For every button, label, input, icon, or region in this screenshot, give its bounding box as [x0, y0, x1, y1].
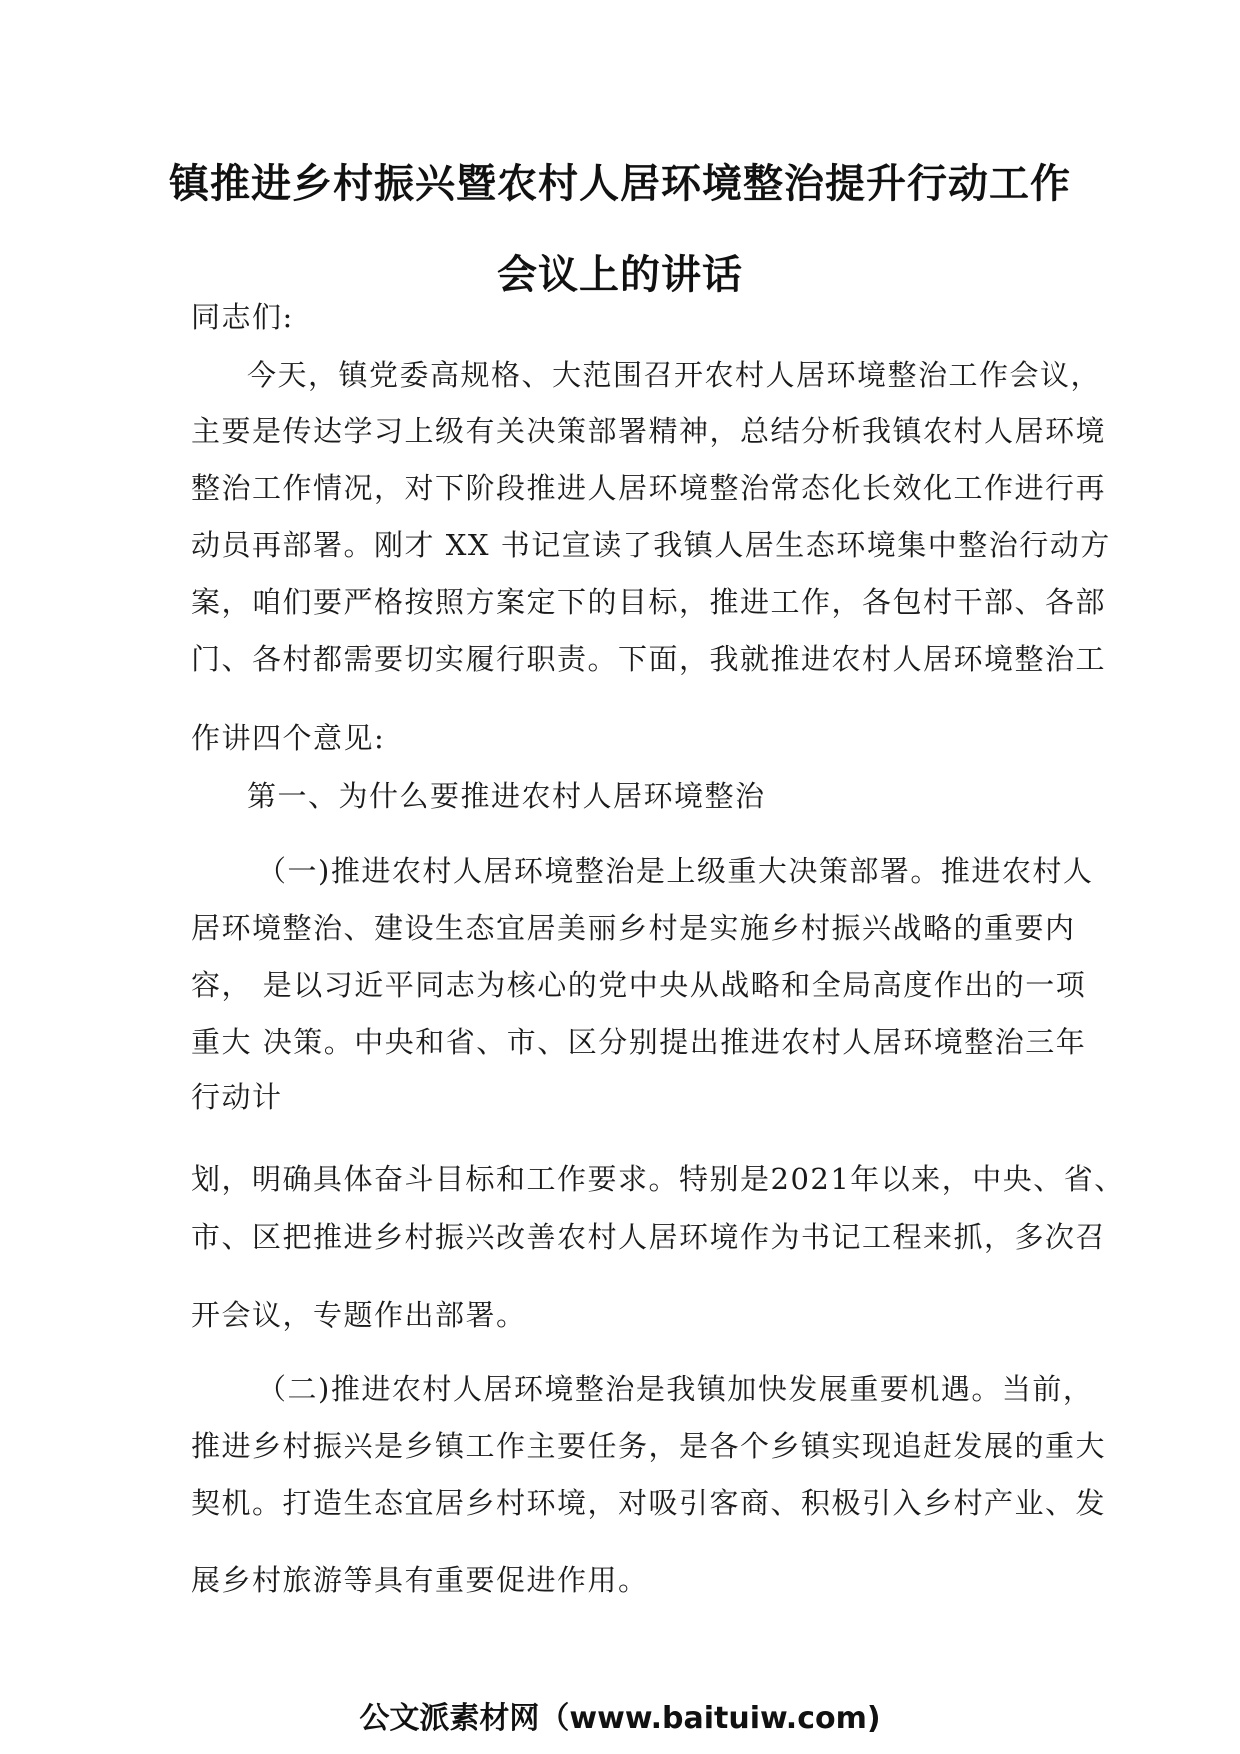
paragraph-line: 案，咱们要严格按照方案定下的目标，推进工作，各包村干部、各部 — [191, 585, 1107, 619]
footer-watermark: 公文派素材网（www.baituiw.com) — [359, 1701, 881, 1736]
document-title-line-2: 会议上的讲话 — [497, 252, 743, 298]
paragraph-line: （二)推进农村人居环境整治是我镇加快发展重要机遇。当前， — [257, 1372, 1094, 1406]
paragraph-line: 推进乡村振兴是乡镇工作主要任务，是各个乡镇实现追赶发展的重大 — [191, 1429, 1107, 1463]
paragraph-line: 作讲四个意见: — [191, 721, 386, 755]
paragraph-line: 市、区把推进乡村振兴改善农村人居环境作为书记工程来抓，多次召 — [191, 1220, 1107, 1254]
salutation: 同志们: — [191, 300, 294, 334]
paragraph-line: 展乡村旅游等具有重要促进作用。 — [191, 1563, 649, 1597]
paragraph-line: 行动计 — [191, 1080, 283, 1114]
paragraph-line: 容， 是以习近平同志为核心的党中央从战略和全局高度作出的一项 — [191, 968, 1087, 1002]
document-title-line-1: 镇推进乡村振兴暨农村人居环境整治提升行动工作 — [169, 161, 1071, 207]
paragraph-line: 整治工作情况，对下阶段推进人居环境整治常态化长效化工作进行再 — [191, 471, 1107, 505]
paragraph-line: 今天，镇党委高规格、大范围召开农村人居环境整治工作会议， — [247, 358, 1102, 392]
section-heading: 第一、为什么要推进农村人居环境整治 — [247, 779, 766, 813]
paragraph-line: 动员再部署。刚才 XX 书记宣读了我镇人居生态环境集中整治行动方 — [191, 528, 1111, 562]
paragraph-line: 重大 决策。中央和省、市、区分别提出推进农村人居环境整治三年 — [191, 1025, 1087, 1059]
paragraph-line: 门、各村都需要切实履行职责。下面，我就推进农村人居环境整治工 — [191, 642, 1107, 676]
paragraph-line: 开会议，专题作出部署。 — [191, 1298, 527, 1332]
paragraph-line: （一)推进农村人居环境整治是上级重大决策部署。推进农村人 — [257, 854, 1094, 888]
paragraph-line: 主要是传达学习上级有关决策部署精神，总结分析我镇农村人居环境 — [191, 414, 1107, 448]
paragraph-line: 居环境整治、建设生态宜居美丽乡村是实施乡村振兴战略的重要内 — [191, 911, 1076, 945]
paragraph-line: 划，明确具体奋斗目标和工作要求。特别是2021年以来，中央、省、 — [191, 1162, 1125, 1196]
paragraph-line: 契机。打造生态宜居乡村环境，对吸引客商、积极引入乡村产业、发 — [191, 1486, 1107, 1520]
